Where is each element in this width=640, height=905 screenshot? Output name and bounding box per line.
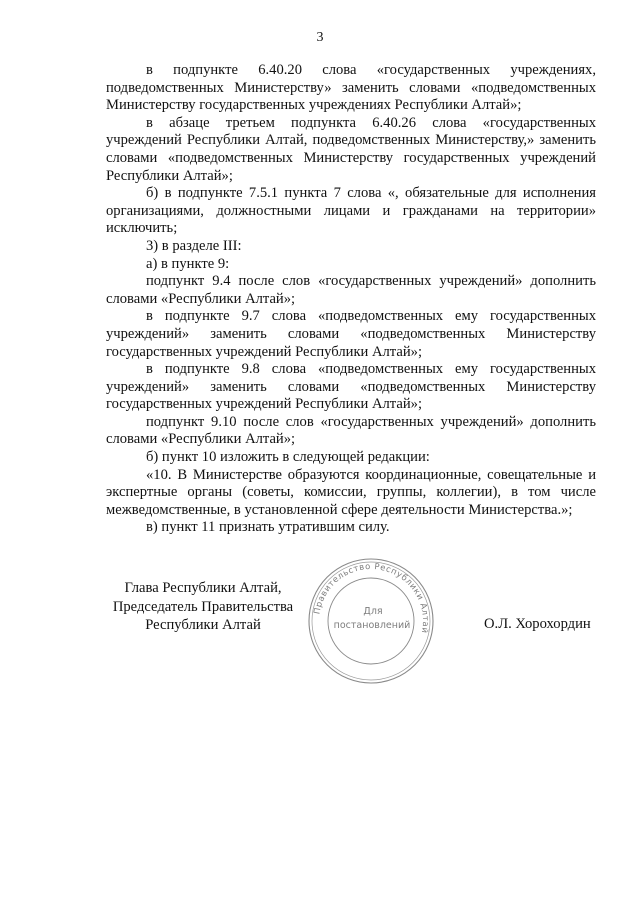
paragraph: в абзаце третьем подпункта 6.40.26 слова «государственных учреждений Республики Алтай, подведомственных Министерству,» заменить словами «подведомственных Министерству государственных учреждений Республики Алтай»; bbox=[106, 114, 596, 184]
signatory-title-line: Глава Республики Алтай, bbox=[124, 580, 282, 596]
paragraph: 3) в разделе III: bbox=[146, 237, 242, 254]
paragraph: в подпункте 9.8 слова «подведомственных ему государственных учреждений» заменить словами «подведомственных Министерству государственных учреждений Республики Алтай»; bbox=[106, 361, 596, 413]
paragraph: подпункт 9.10 после слов «государственных учреждений» дополнить словами «Республики Алтай»; bbox=[106, 413, 596, 448]
signatory-name: О.Л. Хорохордин bbox=[484, 616, 591, 632]
paragraph: «10. В Министерстве образуются координационные, совещательные и экспертные органы (советы, комиссии, группы, коллегии), в том числе межведомственные, в установленной сфере деятельности Министерства.»; bbox=[106, 466, 596, 518]
paragraph: в подпункте 6.40.20 слова «государственных учреждениях, подведомственных Министерству» заменить словами «подведомственных Министерству государственных учреждениях Республики Алтай»; bbox=[106, 62, 596, 114]
official-seal bbox=[306, 556, 436, 686]
paragraph: в подпункте 9.7 слова «подведомственных ему государственных учреждений» заменить словами «подведомственных Министерству государственных учреждений Республики Алтай»; bbox=[106, 308, 596, 360]
signatory-title-line: Республики Алтай bbox=[145, 617, 261, 633]
seal-center-text: постановлений bbox=[333, 620, 411, 631]
paragraph: в) пункт 11 признать утратившим силу. bbox=[146, 519, 390, 536]
seal-ring-text: Правительство Республики Алтай bbox=[311, 560, 432, 635]
paragraph: подпункт 9.4 после слов «государственных учреждений» дополнить словами «Республики Алтай»; bbox=[106, 273, 596, 307]
page-number: 3 bbox=[316, 30, 324, 45]
paragraph: а) в пункте 9: bbox=[146, 255, 230, 272]
document-body bbox=[106, 62, 596, 537]
paragraph: б) пункт 10 изложить в следующей редакции: bbox=[146, 449, 430, 466]
signatory-title bbox=[108, 579, 298, 635]
seal-center-text: Для bbox=[363, 606, 383, 617]
paragraph: б) в подпункте 7.5.1 пункта 7 слова «, обязательные для исполнения организациями, должностными лицами и гражданами на территории» исключить; bbox=[106, 185, 596, 237]
signatory-title-line: Председатель Правительства bbox=[112, 598, 294, 615]
